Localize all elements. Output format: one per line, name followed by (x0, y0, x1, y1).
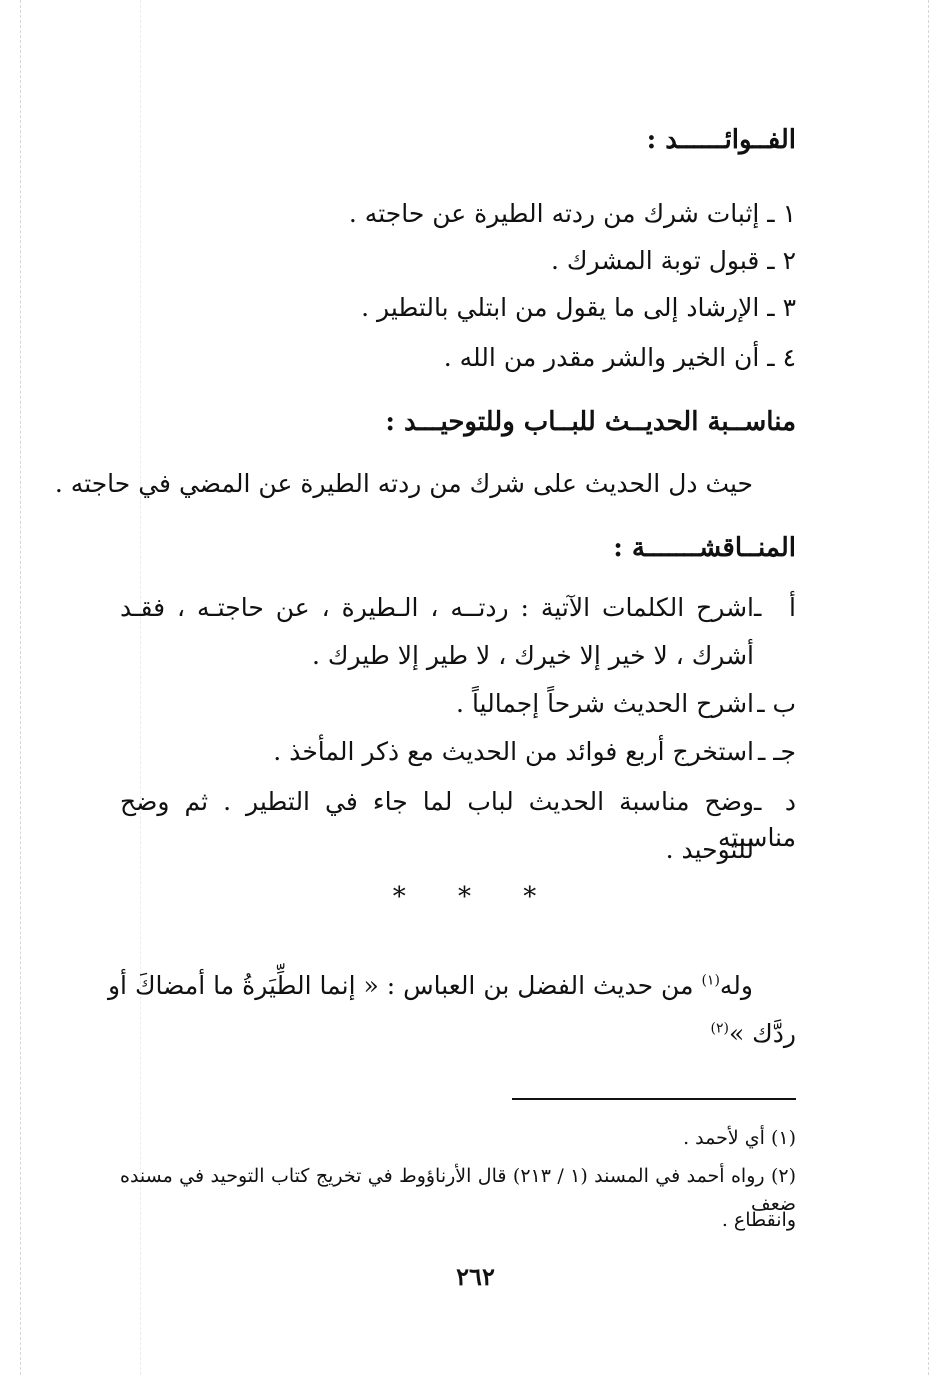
question-a-line-2: أشرك ، لا خير إلا خيرك ، لا طير إلا طيرك . (312, 641, 754, 670)
footnote-ref-2: (٢) (710, 1020, 729, 1037)
question-c-label: جـ ـ (757, 737, 796, 766)
page-number: ٢٦٢ (456, 1262, 495, 1291)
benefit-item-3: ٣ ـ الإرشاد إلى ما يقول من ابتلي بالتطير . (361, 293, 796, 322)
scan-edge-left (20, 0, 21, 1375)
footnote-1: (١) أي لأحمد . (683, 1127, 796, 1149)
benefit-item-1: ١ ـ إثبات شرك من ردته الطيرة عن حاجته . (348, 199, 796, 228)
benefits-heading: الفــوائــــــد : (646, 125, 796, 155)
question-d-text: وضح مناسبة الحديث لباب لما جاء في التطير . ثم وضح مناسبته (120, 787, 796, 852)
question-a-text: اشرح الكلمات الآتية : ردتــه ، الـطيرة ، عن حاجتـه ، فقـد (120, 593, 754, 622)
hadith-text-end: ردَّك » (728, 1019, 796, 1048)
question-d-label: د ـ (754, 787, 796, 816)
footnote-ref-1: (١) (701, 972, 720, 989)
scan-edge-right (928, 0, 929, 1375)
hadith-line-2 (710, 1016, 796, 1052)
question-a-line-1 (120, 590, 796, 626)
question-a-label: أ ـ (754, 593, 796, 622)
question-b (456, 686, 796, 722)
benefit-item-2: ٢ ـ قبول توبة المشرك . (551, 246, 796, 275)
question-b-text: اشرح الحديث شرحاً إجمالياً . (456, 689, 754, 718)
question-b-label: ب ـ (757, 689, 796, 718)
question-c-text: استخرج أربع فوائد من الحديث مع ذكر المأخذ . (273, 737, 754, 766)
benefit-item-4: ٤ ـ أن الخير والشر مقدر من الله . (443, 343, 796, 372)
hadith-lead: وله (719, 971, 753, 1000)
relevance-heading: مناســبة الحديــث للبــاب وللتوحيـــد : (385, 407, 796, 437)
footnote-2-line-1: (٢) رواه أحمد في المسند (١ / ٢١٣) قال الأرناؤوط في تخريج كتاب التوحيد في مسنده ضعف (120, 1165, 797, 1215)
relevance-text: حيث دل الحديث على شرك من ردته الطيرة عن المضي في حاجته . (54, 469, 753, 498)
section-separator: * * * (392, 882, 559, 912)
question-c (273, 734, 796, 770)
discussion-heading: المنــاقشـــــــة : (613, 533, 796, 563)
hadith-line-1 (108, 968, 753, 1004)
question-d-line-2: للتوحيد . (665, 835, 754, 864)
footnote-2-line-2: وانقطاع . (721, 1209, 796, 1231)
footnote-divider (512, 1098, 796, 1100)
hadith-text: من حديث الفضل بن العباس : « إنما الطِّيَرةُ ما أمضاكَ أو (107, 971, 702, 1000)
